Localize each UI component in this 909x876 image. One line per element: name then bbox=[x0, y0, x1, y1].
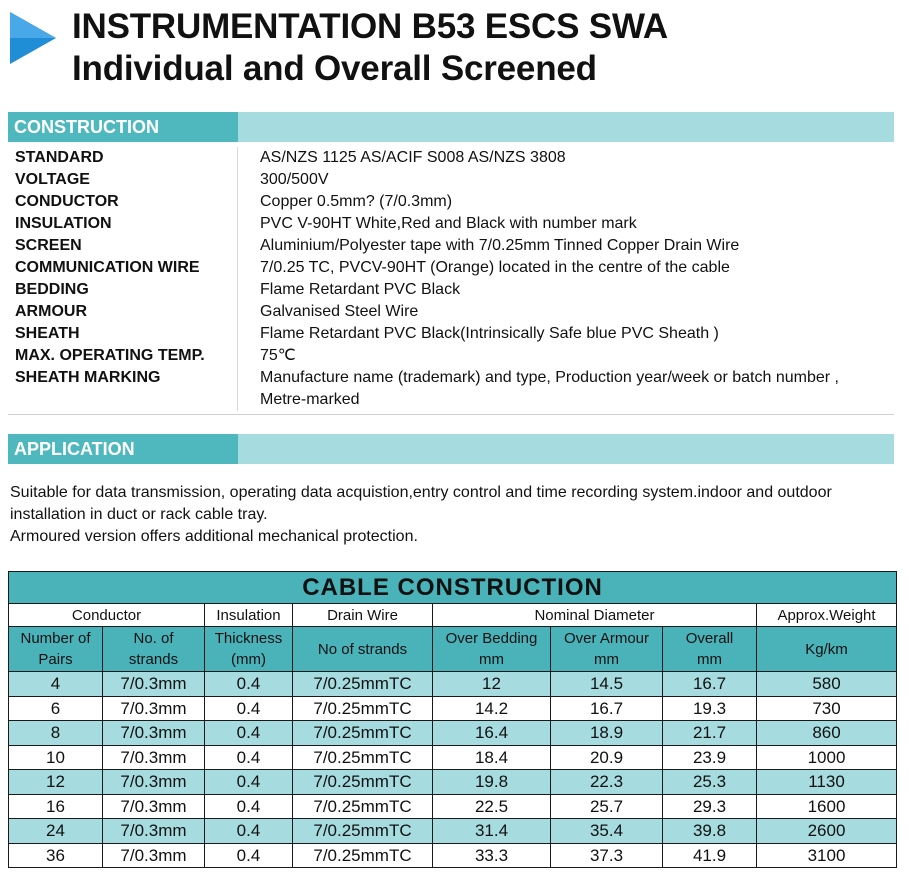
spec-row bbox=[8, 169, 894, 191]
header-line: Pairs bbox=[38, 651, 73, 668]
group-header-drain-wire: Drain Wire bbox=[293, 604, 433, 627]
spec-value-line-1: Manufacture name (trademark) and type, Production year/week or batch number , bbox=[260, 369, 839, 386]
cell-pairs: 4 bbox=[9, 672, 103, 697]
column-header-drain-strands: No of strands bbox=[293, 627, 433, 672]
cell-drain: 7/0.25mmTC bbox=[293, 770, 433, 795]
header-line: Thickness bbox=[214, 630, 283, 647]
cell-thickness: 0.4 bbox=[205, 696, 293, 721]
spec-value: 75℃ bbox=[260, 347, 296, 364]
cell-over-bedding: 19.8 bbox=[433, 770, 551, 795]
table-row bbox=[9, 843, 897, 868]
spec-value: Galvanised Steel Wire bbox=[260, 303, 419, 320]
cell-thickness: 0.4 bbox=[205, 672, 293, 697]
title-line-1: INSTRUMENTATION B53 ESCS SWA bbox=[72, 7, 668, 46]
cell-over-armour: 14.5 bbox=[551, 672, 663, 697]
cell-thickness: 0.4 bbox=[205, 819, 293, 844]
cell-weight: 1600 bbox=[757, 794, 897, 819]
table-row bbox=[9, 819, 897, 844]
column-header-thickness bbox=[205, 627, 293, 672]
cell-weight: 580 bbox=[757, 672, 897, 697]
cell-thickness: 0.4 bbox=[205, 843, 293, 868]
cell-drain: 7/0.25mmTC bbox=[293, 843, 433, 868]
cell-strands: 7/0.3mm bbox=[103, 672, 205, 697]
cable-construction-table-wrap bbox=[8, 571, 896, 868]
header-line: (mm) bbox=[231, 651, 266, 668]
spec-key: MAX. OPERATING TEMP. bbox=[8, 345, 238, 367]
spec-key: BEDDING bbox=[8, 279, 238, 301]
column-header-weight: Kg/km bbox=[757, 627, 897, 672]
cell-over-armour: 37.3 bbox=[551, 843, 663, 868]
cell-pairs: 8 bbox=[9, 721, 103, 746]
spec-row bbox=[8, 279, 894, 301]
construction-spec-list bbox=[8, 147, 894, 415]
cell-drain: 7/0.25mmTC bbox=[293, 672, 433, 697]
cell-overall: 29.3 bbox=[663, 794, 757, 819]
cell-overall: 39.8 bbox=[663, 819, 757, 844]
cell-over-armour: 22.3 bbox=[551, 770, 663, 795]
spec-key: SHEATH bbox=[8, 323, 238, 345]
table-row bbox=[9, 721, 897, 746]
application-line: installation in duct or rack cable tray. bbox=[10, 506, 268, 523]
spec-value: Aluminium/Polyester tape with 7/0.25mm Tinned Copper Drain Wire bbox=[260, 237, 740, 254]
application-line: Suitable for data transmission, operating data acquistion,entry control and time recording system.indoor and outdoor bbox=[10, 484, 832, 501]
spec-row bbox=[8, 213, 894, 235]
spec-row bbox=[8, 345, 894, 367]
cell-pairs: 10 bbox=[9, 745, 103, 770]
cell-over-armour: 16.7 bbox=[551, 696, 663, 721]
spec-key: SHEATH MARKING bbox=[8, 367, 238, 411]
cell-over-bedding: 16.4 bbox=[433, 721, 551, 746]
spec-value: 7/0.25 TC, PVCV-90HT (Orange) located in the centre of the cable bbox=[260, 259, 730, 276]
spec-row bbox=[8, 147, 894, 169]
cell-weight: 3100 bbox=[757, 843, 897, 868]
cable-construction-table bbox=[8, 571, 897, 868]
cell-thickness: 0.4 bbox=[205, 794, 293, 819]
application-text bbox=[10, 482, 890, 548]
spec-key: CONDUCTOR bbox=[8, 191, 238, 213]
cell-thickness: 0.4 bbox=[205, 745, 293, 770]
cell-over-bedding: 18.4 bbox=[433, 745, 551, 770]
cell-drain: 7/0.25mmTC bbox=[293, 794, 433, 819]
spec-key: SCREEN bbox=[8, 235, 238, 257]
group-header-conductor: Conductor bbox=[9, 604, 205, 627]
spec-value: AS/NZS 1125 AS/ACIF S008 AS/NZS 3808 bbox=[260, 149, 566, 166]
cell-weight: 1130 bbox=[757, 770, 897, 795]
cell-strands: 7/0.3mm bbox=[103, 794, 205, 819]
column-header-pairs bbox=[9, 627, 103, 672]
cell-pairs: 24 bbox=[9, 819, 103, 844]
cell-weight: 2600 bbox=[757, 819, 897, 844]
cell-thickness: 0.4 bbox=[205, 770, 293, 795]
spec-value bbox=[238, 367, 849, 411]
spec-value: PVC V-90HT White,Red and Black with number mark bbox=[260, 215, 637, 232]
cell-drain: 7/0.25mmTC bbox=[293, 819, 433, 844]
cell-over-bedding: 14.2 bbox=[433, 696, 551, 721]
cell-over-bedding: 22.5 bbox=[433, 794, 551, 819]
spec-key: STANDARD bbox=[8, 147, 238, 169]
cell-weight: 730 bbox=[757, 696, 897, 721]
group-header-insulation: Insulation bbox=[205, 604, 293, 627]
cell-over-armour: 35.4 bbox=[551, 819, 663, 844]
cell-over-armour: 25.7 bbox=[551, 794, 663, 819]
header-line: Over Armour bbox=[563, 630, 650, 647]
header-line: mm bbox=[594, 651, 619, 668]
cell-drain: 7/0.25mmTC bbox=[293, 745, 433, 770]
table-row bbox=[9, 745, 897, 770]
group-header-approx-weight: Approx.Weight bbox=[757, 604, 897, 627]
cell-strands: 7/0.3mm bbox=[103, 696, 205, 721]
cell-overall: 16.7 bbox=[663, 672, 757, 697]
header-line: Number of bbox=[20, 630, 91, 647]
triangle-logo-icon bbox=[10, 12, 56, 64]
spec-value-line-2: Metre-marked bbox=[260, 391, 360, 408]
title-line-2: Individual and Overall Screened bbox=[72, 49, 597, 88]
header-line: Over Bedding bbox=[445, 630, 538, 647]
header-line: No. of bbox=[133, 630, 174, 647]
spec-row bbox=[8, 367, 894, 415]
spec-key: ARMOUR bbox=[8, 301, 238, 323]
header-line: Overall bbox=[685, 630, 734, 647]
cell-over-bedding: 12 bbox=[433, 672, 551, 697]
cell-over-bedding: 31.4 bbox=[433, 819, 551, 844]
spec-key: VOLTAGE bbox=[8, 169, 238, 191]
spec-row bbox=[8, 323, 894, 345]
construction-section-bar bbox=[8, 112, 894, 142]
table-caption: CABLE CONSTRUCTION bbox=[9, 572, 897, 604]
page-title bbox=[72, 6, 668, 90]
table-row bbox=[9, 794, 897, 819]
column-header-overall bbox=[663, 627, 757, 672]
spec-row bbox=[8, 257, 894, 279]
cell-strands: 7/0.3mm bbox=[103, 770, 205, 795]
cell-over-bedding: 33.3 bbox=[433, 843, 551, 868]
cell-over-armour: 20.9 bbox=[551, 745, 663, 770]
cell-strands: 7/0.3mm bbox=[103, 745, 205, 770]
cell-overall: 21.7 bbox=[663, 721, 757, 746]
cell-over-armour: 18.9 bbox=[551, 721, 663, 746]
cell-overall: 19.3 bbox=[663, 696, 757, 721]
cell-pairs: 36 bbox=[9, 843, 103, 868]
cell-weight: 1000 bbox=[757, 745, 897, 770]
application-section-bar bbox=[8, 434, 894, 464]
cell-strands: 7/0.3mm bbox=[103, 843, 205, 868]
group-header-nominal-diameter: Nominal Diameter bbox=[433, 604, 757, 627]
spec-value: Copper 0.5mm? (7/0.3mm) bbox=[260, 193, 453, 210]
spec-row bbox=[8, 235, 894, 257]
table-body bbox=[9, 672, 897, 868]
cell-overall: 25.3 bbox=[663, 770, 757, 795]
spec-key: INSULATION bbox=[8, 213, 238, 235]
spec-row bbox=[8, 191, 894, 213]
cell-pairs: 6 bbox=[9, 696, 103, 721]
column-header-strands bbox=[103, 627, 205, 672]
spec-value: Flame Retardant PVC Black(Intrinsically Safe blue PVC Sheath ) bbox=[260, 325, 719, 342]
cell-drain: 7/0.25mmTC bbox=[293, 721, 433, 746]
header-line: mm bbox=[697, 651, 722, 668]
cell-thickness: 0.4 bbox=[205, 721, 293, 746]
column-header-over-armour bbox=[551, 627, 663, 672]
cell-strands: 7/0.3mm bbox=[103, 721, 205, 746]
spec-value: Flame Retardant PVC Black bbox=[260, 281, 461, 298]
cell-overall: 23.9 bbox=[663, 745, 757, 770]
header-line: mm bbox=[479, 651, 504, 668]
cell-pairs: 16 bbox=[9, 794, 103, 819]
cell-drain: 7/0.25mmTC bbox=[293, 696, 433, 721]
spec-row bbox=[8, 301, 894, 323]
application-heading: APPLICATION bbox=[8, 434, 238, 464]
cell-overall: 41.9 bbox=[663, 843, 757, 868]
spec-value: 300/500V bbox=[260, 171, 329, 188]
application-line: Armoured version offers additional mechanical protection. bbox=[10, 528, 418, 545]
construction-heading: CONSTRUCTION bbox=[8, 112, 238, 142]
cell-pairs: 12 bbox=[9, 770, 103, 795]
table-row bbox=[9, 696, 897, 721]
header-line: strands bbox=[128, 651, 179, 668]
table-row bbox=[9, 672, 897, 697]
table-row bbox=[9, 770, 897, 795]
cell-strands: 7/0.3mm bbox=[103, 819, 205, 844]
spec-key: COMMUNICATION WIRE bbox=[8, 257, 238, 279]
cell-weight: 860 bbox=[757, 721, 897, 746]
column-header-over-bedding bbox=[433, 627, 551, 672]
